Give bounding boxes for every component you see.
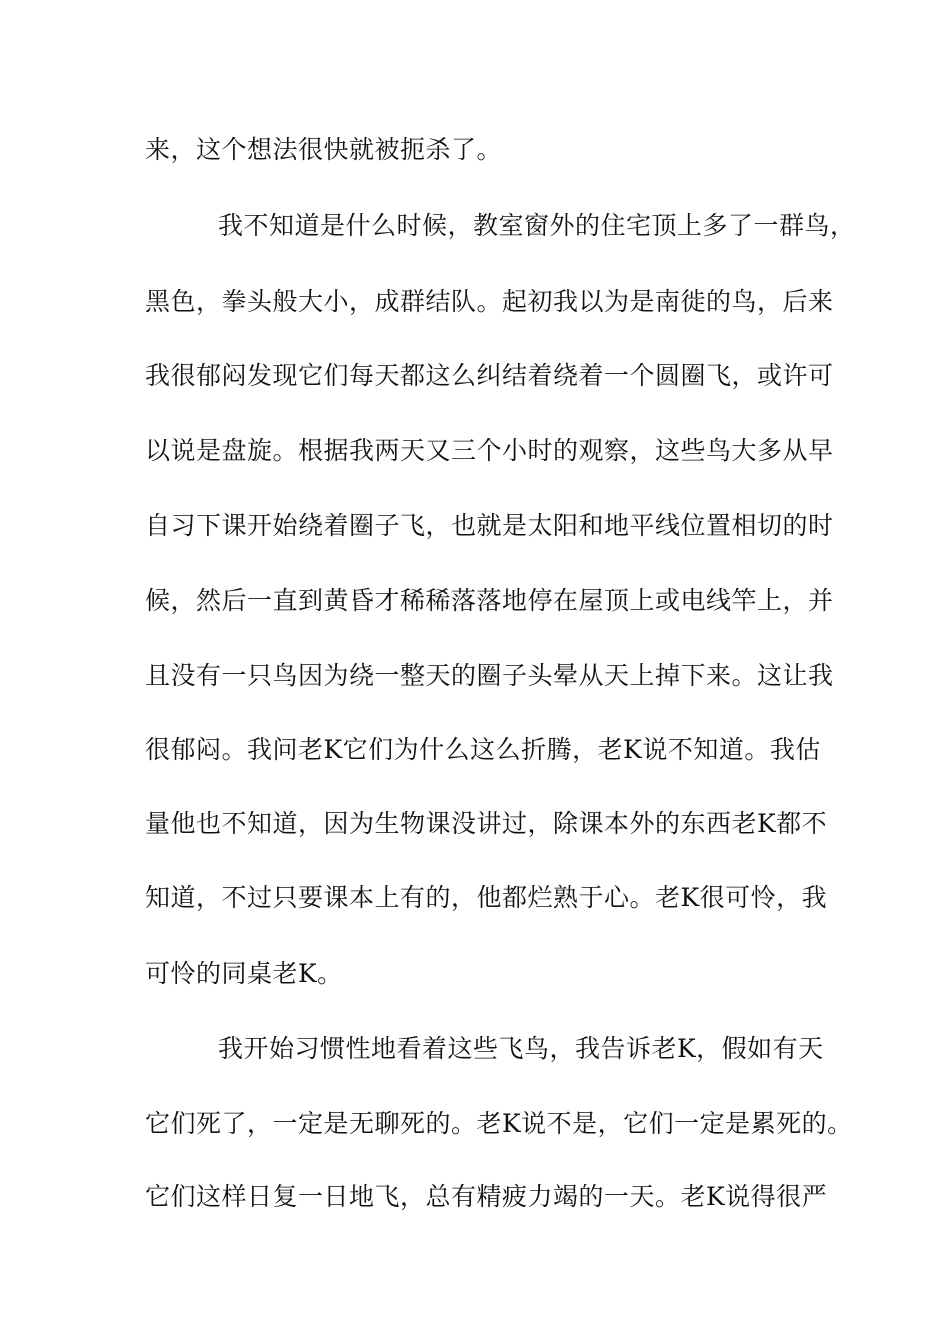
text-line: 黑色，拳头般大小，成群结队。起初我以为是南徙的鸟，后来 xyxy=(145,287,834,316)
text-line: 它们这样日复一日地飞，总有精疲力竭的一天。老K说得很严 xyxy=(145,1182,828,1211)
text-line: 以说是盘旋。根据我两天又三个小时的观察，这些鸟大多从早 xyxy=(145,436,834,465)
text-line: 可怜的同桌老K。 xyxy=(145,959,343,988)
text-line: 它们死了，一定是无聊死的。老K说不是，它们一定是累死的。 xyxy=(145,1109,853,1138)
text-line: 很郁闷。我问老K它们为什么这么折腾，老K说不知道。我估 xyxy=(145,735,821,764)
text-line: 量他也不知道，因为生物课没讲过，除课本外的东西老K都不 xyxy=(145,809,828,838)
text-line: 知道，不过只要课本上有的，他都烂熟于心。老K很可怜，我 xyxy=(145,883,828,912)
text-line: 且没有一只鸟因为绕一整天的圈子头晕从天上掉下来。这让我 xyxy=(145,661,834,690)
text-line: 来，这个想法很快就被扼杀了。 xyxy=(145,135,503,164)
text-line: 自习下课开始绕着圈子飞，也就是太阳和地平线位置相切的时 xyxy=(145,511,834,540)
text-line: 我很郁闷发现它们每天都这么纠结着绕着一个圆圈飞，或许可 xyxy=(145,361,834,390)
paragraph-first-line: 我开始习惯性地看着这些飞鸟，我告诉老K，假如有天 xyxy=(218,1034,824,1063)
paragraph-first-line: 我不知道是什么时候，教室窗外的住宅顶上多了一群鸟， xyxy=(218,211,856,240)
text-line: 候，然后一直到黄昏才稀稀落落地停在屋顶上或电线竿上，并 xyxy=(145,586,834,615)
